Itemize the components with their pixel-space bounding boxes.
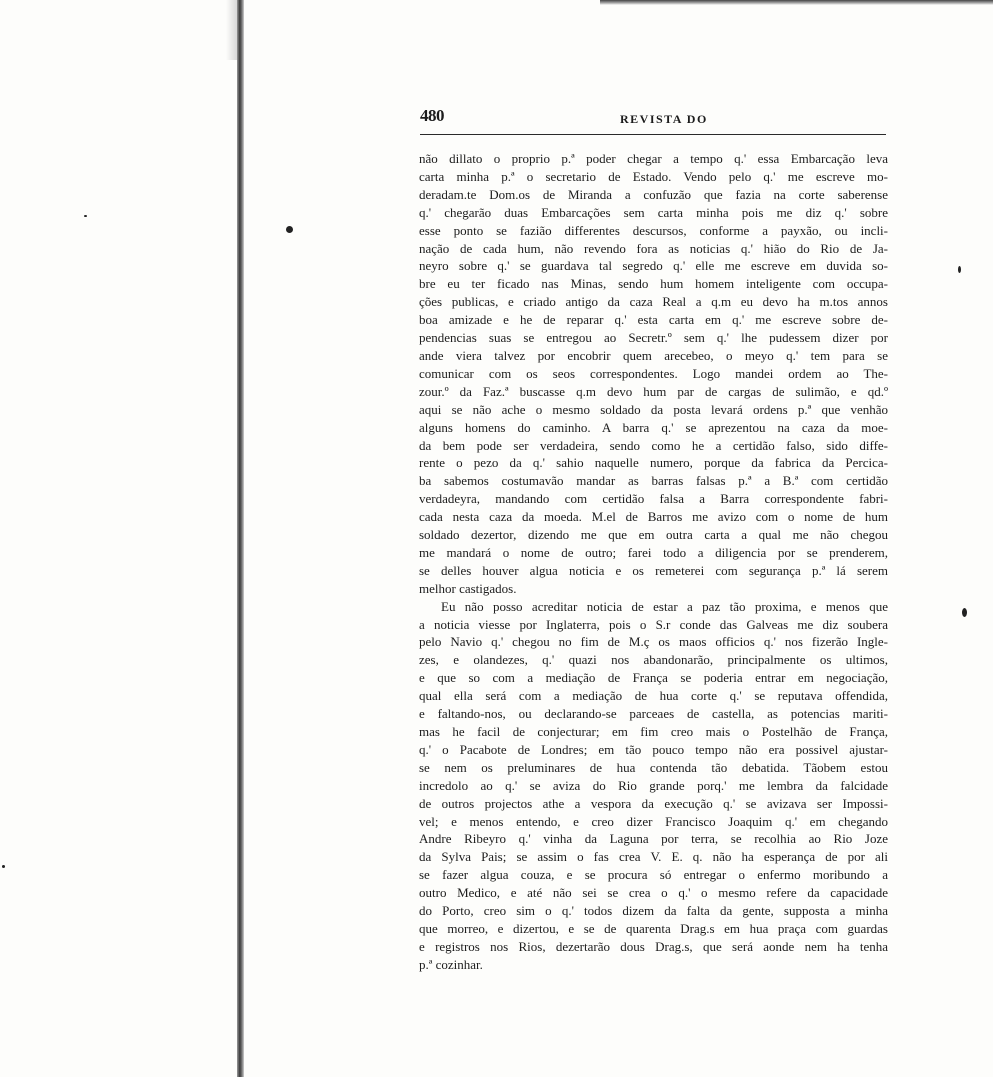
text-line: da bem pode ser verdadeira, sendo como he a certidão falso, sido diffe- (419, 437, 888, 453)
page-top-edge (600, 0, 993, 5)
text-line: se delles houver algua noticia e os remeterei com segurança p.ª lá serem (419, 562, 888, 578)
body-text (419, 150, 888, 974)
text-line: q.' o Pacabote de Londres; em tão pouco tempo não era possivel ajustar- (419, 741, 888, 757)
text-line: carta minha p.ª o secretario de Estado. Vendo pelo q.' me escreve mo- (419, 168, 888, 184)
text-line: zes, e olandezes, q.' quazi nos abandonarão, principalmente os ultimos, (419, 652, 888, 668)
paragraph (419, 598, 888, 974)
text-line: Andre Ribeyro q.' vinha da Laguna por terra, se recolhia ao Rio Joze (419, 831, 888, 847)
text-line: p.ª cozinhar. (419, 956, 483, 972)
scan-speck (2, 865, 5, 868)
text-line: boa amizade e he de reparar q.' esta carta em q.' me escreve sobre de- (419, 312, 888, 328)
text-line: ções publicas, e criado antigo da caza Real a q.m eu devo ha m.tos annos (419, 294, 888, 310)
text-line: e que so com a mediação de França se poderia entrar em negociação, (419, 670, 888, 686)
gutter-shadow (226, 0, 237, 60)
text-line: melhor castigados. (419, 580, 517, 596)
scan-speck (962, 608, 967, 617)
text-line: nação de cada hum, não revendo fora as noticias q.' hião do Rio de Ja- (419, 240, 888, 256)
text-line: deradam.te Dom.os de Miranda a confuzão que fazia na corte saberense (419, 186, 888, 202)
text-line: outro Medico, e até não sei se crea o q.' o mesmo refere da capacidade (419, 885, 888, 901)
text-line: alguns homens do caminho. A barra q.' se aprezentou na caza da moe- (419, 419, 888, 435)
text-line: da Sylva Pais; se assim o fas crea V. E. q. não ha esperança de por ali (419, 849, 888, 865)
text-line: verdadeyra, mandando com certidão falsa a Barra correspondente fabri- (419, 491, 888, 507)
text-line: pendencias suas se entregou ao Secretr.º sem q.' lhe pudessem dizer por (419, 330, 888, 346)
text-line: vel; e menos entendo, e creo dizer Francisco Joaquim q.' em chegando (419, 813, 888, 829)
text-line: aqui se não ache o mesmo soldado da posta levará ordens p.ª que venhão (419, 401, 888, 417)
text-line: bre eu ter ficado nas Minas, sendo hum homem inteligente com occupa- (419, 276, 888, 292)
text-line: ande viera talvez por encobrir quem arecebeo, o meyo q.' tem para se (419, 347, 888, 363)
text-line: a noticia viesse por Inglaterra, pois o S.r conde das Galveas me diz soubera (419, 616, 888, 632)
text-line: que morreo, e dizertou, e se de quarenta Drag.s em hua praça com guardas (419, 920, 888, 936)
text-line: mas he facil de conjecturar; em fim creo mais o Postelhão de França, (419, 724, 888, 739)
text-line: do Porto, creo sim o q.' todos dizem da falta da gente, supposta a minha (419, 903, 888, 919)
running-head: REVISTA DO (620, 112, 708, 126)
text-line: zour.º da Faz.ª buscasse q.m devo hum par de cargas de sulimão, e qd.º (419, 383, 888, 399)
text-line: cada nesta caza da moeda. M.el de Barros me avizo com o nome de hum (419, 509, 888, 525)
page-header (420, 106, 886, 135)
text-line: rente o pezo da q.' sahio naquelle numero, porque da fabrica da Percica- (419, 455, 888, 471)
text-line: se nem os preluminares de hua contenda tão debatida. Tãobem estou (419, 759, 888, 775)
text-line: soldado dezertor, dizendo me que em outra carta a qual me não chegou (419, 527, 888, 543)
text-line: Eu não posso acreditar noticia de estar a paz tão proxima, e menos que (441, 598, 888, 614)
book-gutter (237, 0, 244, 1077)
text-line: não dillato o proprio p.ª poder chegar a tempo q.' essa Embarcação leva (419, 151, 888, 166)
scan-speck (958, 266, 961, 273)
text-line: comunicar com os seos correspondentes. Logo mandei ordem ao The- (419, 365, 888, 381)
scan-speck (84, 215, 87, 217)
text-line: esse ponto se fazião differentes descursos, conforme a payxão, ou incli- (419, 222, 888, 238)
page-number: 480 (420, 106, 444, 125)
text-line: e registros nos Rios, dezertarão dous Drag.s, que será aonde nem ha tenha (419, 938, 888, 954)
text-line: neyro sobre q.' se guardava tal segredo q.' elle me escreve em duvida so- (419, 258, 888, 274)
text-line: e faltando-nos, ou declarando-se parceaes de castella, as potencias mariti- (419, 706, 888, 722)
text-line: pelo Navio q.' chegou no fim de M.ç os maos officios q.' nos fizerão Ingle- (419, 634, 888, 650)
text-line: de outros projectos athe a vespora da execução q.' se avizava ser Impossi- (419, 795, 888, 811)
text-line: qual ella será com a mediação de hua corte q.' se reputava offendida, (419, 688, 888, 704)
text-line: q.' chegarão duas Embarcações sem carta minha pois me diz q.' sobre (419, 204, 888, 220)
scan-speck (286, 226, 293, 233)
text-line: incredolo ao q.' se aviza do Rio grande porq.' me lembra da falcidade (419, 777, 888, 793)
paragraph (419, 150, 888, 598)
text-line: se fazer algua couza, e se procura só entregar o enfermo moribundo a (419, 867, 888, 883)
text-line: ba sabemos costumavão mandar as barras falsas p.ª a B.ª com certidão (419, 473, 888, 489)
text-line: me mandará o nome de outro; farei todo a diligencia por se prenderem, (419, 544, 888, 560)
